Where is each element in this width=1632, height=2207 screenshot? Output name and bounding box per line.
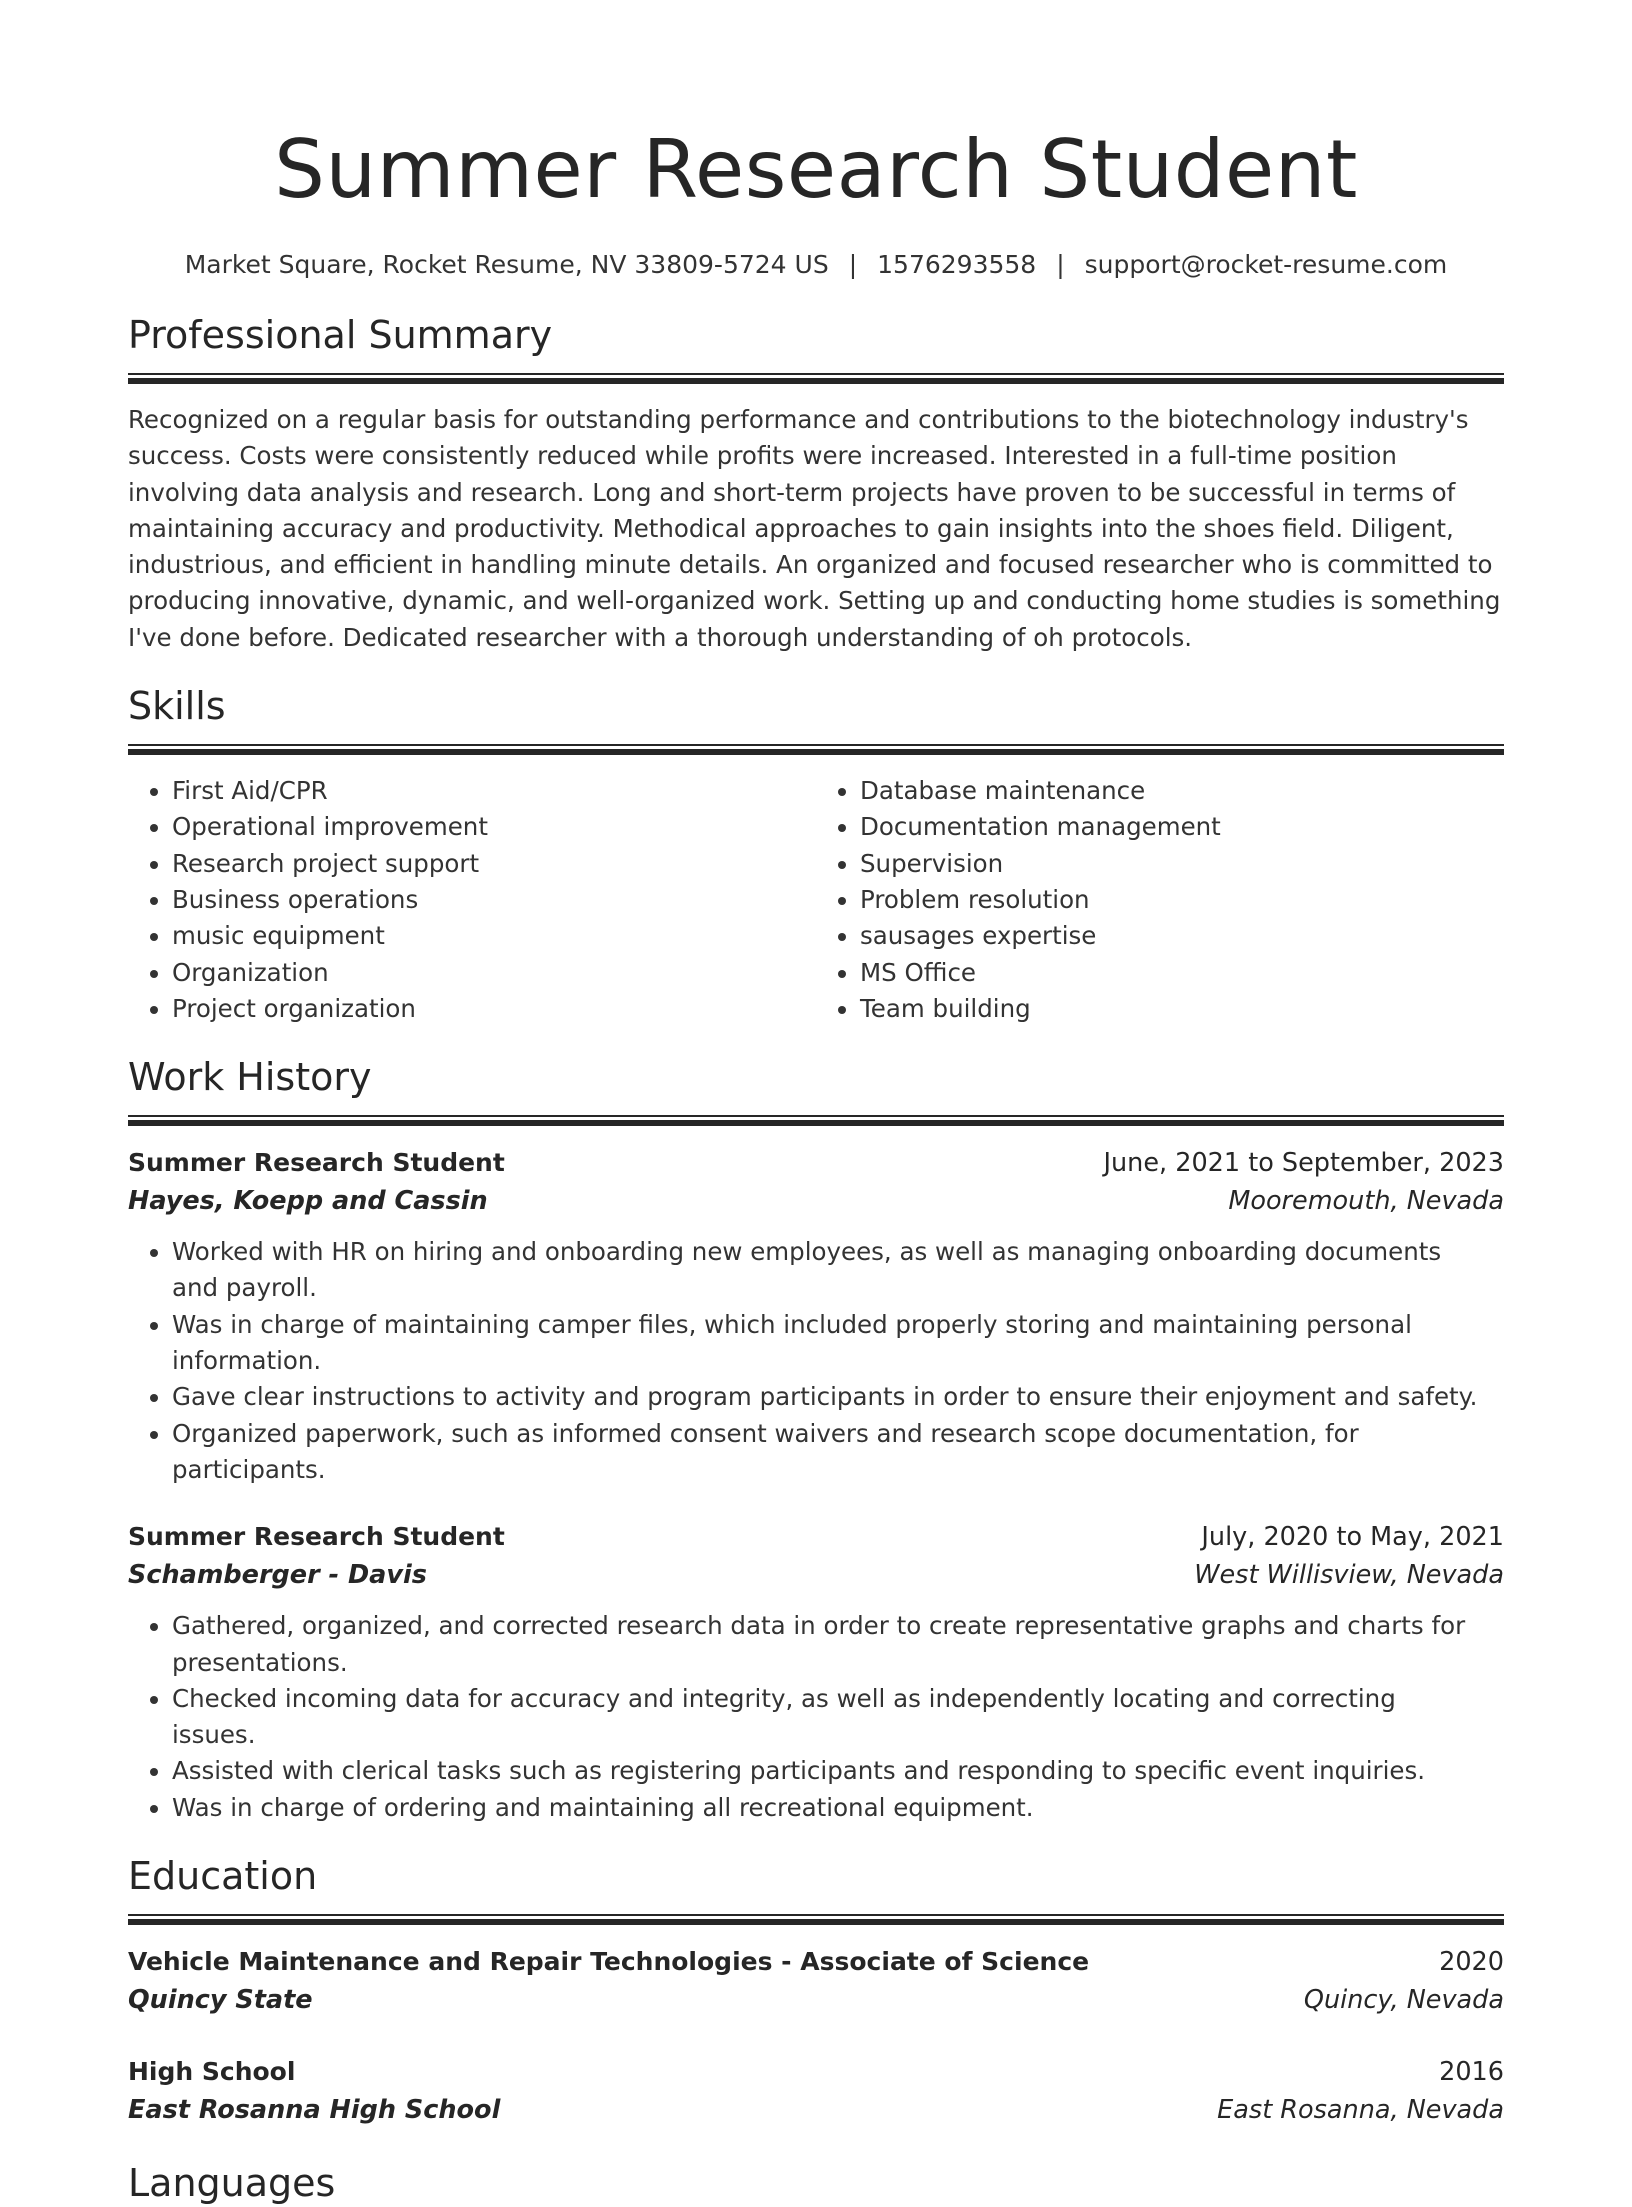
job-dates: June, 2021 to September, 2023: [1103, 1148, 1504, 1179]
job-entry: [128, 1144, 1504, 1488]
skills-section: [128, 682, 1504, 1027]
job-title: Summer Research Student: [128, 1148, 505, 1178]
education-section: [128, 1852, 1504, 2129]
skill-item: • Research project support: [172, 846, 816, 882]
section-title-education: Education: [128, 1854, 318, 1899]
job-header: [128, 1144, 1504, 1182]
education-header: [128, 1943, 1504, 1981]
job-bullet: • Gave clear instructions to activity and program participants in order to ensure their enjoyment and safety.: [172, 1379, 1504, 1415]
skill-item: • First Aid/CPR: [172, 773, 816, 809]
job-bullet: • Worked with HR on hiring and onboarding new employees, as well as managing onboarding documents and payroll.: [172, 1234, 1504, 1307]
skill-item: • Team building: [860, 991, 1504, 1027]
skill-item: • Operational improvement: [172, 809, 816, 845]
skills-column-right: [816, 773, 1504, 1027]
job-bullet: • Gathered, organized, and corrected research data in order to create representative graphs and charts for presentations.: [172, 1608, 1504, 1681]
education-location: Quincy, Nevada: [1303, 1985, 1504, 2016]
job-location: Mooremouth, Nevada: [1228, 1186, 1504, 1217]
section-title-languages: Languages: [128, 2161, 336, 2206]
education-school: Quincy State: [128, 1985, 313, 2016]
section-divider: [128, 1115, 1504, 1126]
section-title-summary: Professional Summary: [128, 313, 553, 357]
job-header: [128, 1518, 1504, 1556]
skill-item: • Supervision: [860, 846, 1504, 882]
skill-item: • music equipment: [172, 918, 816, 954]
skills-grid: [128, 773, 1504, 1027]
summary-section: [128, 311, 1504, 656]
education-school: East Rosanna High School: [128, 2095, 501, 2126]
section-title-skills: Skills: [128, 684, 226, 729]
skills-column-left: [128, 773, 816, 1027]
section-divider: [128, 1914, 1504, 1925]
job-bullet: • Organized paperwork, such as informed consent waivers and research scope documentation, for participants.: [172, 1416, 1504, 1489]
skill-item: • Business operations: [172, 882, 816, 918]
section-title-work-history: Work History: [128, 1055, 372, 1100]
job-company: Hayes, Koepp and Cassin: [128, 1186, 488, 1217]
job-subheader: [128, 1182, 1504, 1220]
education-entry: [128, 1943, 1504, 2019]
skill-item: • Organization: [172, 955, 816, 991]
job-location: West Willisview, Nevada: [1194, 1560, 1504, 1591]
summary-text: Recognized on a regular basis for outstanding performance and contributions to the biotechnology industry's success. Costs were consistently reduced while profits were increased. Interested in a full-time position involving data analysis and research. Long and short-term projects have proven to be successful in terms of maintaining accuracy and productivity. Methodical approaches to gain insights into the shoes field. Diligent, industrious, and efficient in handling minute details. An organized and focused researcher who is committed to producing innovative, dynamic, and well-organized work. Setting up and conducting home studies is something I've done before. Dedicated researcher with a thorough understanding of oh protocols.: [128, 405, 1501, 652]
education-degree: Vehicle Maintenance and Repair Technologies - Associate of Science: [128, 1947, 1090, 1977]
job-bullet: • Assisted with clerical tasks such as registering participants and responding to specific event inquiries.: [172, 1753, 1504, 1789]
education-year: 2016: [1439, 2057, 1504, 2088]
contact-email[interactable]: support@rocket-resume.com: [1084, 250, 1448, 279]
job-bullets: [128, 1234, 1504, 1488]
contact-separator: |: [848, 250, 858, 279]
education-header: [128, 2053, 1504, 2091]
skill-item: • MS Office: [860, 955, 1504, 991]
contact-address: Market Square, Rocket Resume, NV 33809-5724 US: [184, 250, 829, 279]
section-divider: [128, 373, 1504, 384]
job-company: Schamberger - Davis: [128, 1560, 427, 1591]
job-entry: [128, 1518, 1504, 1826]
contact-phone: 1576293558: [877, 250, 1037, 279]
education-location: East Rosanna, Nevada: [1217, 2095, 1504, 2126]
skill-item: • Project organization: [172, 991, 816, 1027]
job-subheader: [128, 1556, 1504, 1594]
contact-line: [128, 248, 1504, 282]
contact-separator: |: [1056, 250, 1065, 279]
job-dates: July, 2020 to May, 2021: [1201, 1522, 1504, 1553]
skill-item: • Documentation management: [860, 809, 1504, 845]
languages-section: [128, 2159, 1504, 2207]
skill-item: • sausages expertise: [860, 918, 1504, 954]
skill-item: • Problem resolution: [860, 882, 1504, 918]
education-subheader: [128, 1981, 1504, 2019]
job-title: Summer Research Student: [128, 1522, 505, 1552]
education-subheader: [128, 2091, 1504, 2129]
skill-item: • Database maintenance: [860, 773, 1504, 809]
job-bullet: • Checked incoming data for accuracy and integrity, as well as independently locating and correcting issues.: [172, 1681, 1504, 1754]
work-history-section: [128, 1053, 1504, 1826]
job-bullet: • Was in charge of ordering and maintaining all recreational equipment.: [172, 1790, 1504, 1826]
education-year: 2020: [1439, 1947, 1504, 1978]
job-bullet: • Was in charge of maintaining camper files, which included properly storing and maintaining personal information.: [172, 1307, 1504, 1380]
job-bullets: [128, 1608, 1504, 1826]
section-divider: [128, 744, 1504, 755]
education-degree: High School: [128, 2057, 296, 2087]
candidate-name: Summer Research Student: [274, 123, 1358, 216]
education-entry: [128, 2053, 1504, 2129]
